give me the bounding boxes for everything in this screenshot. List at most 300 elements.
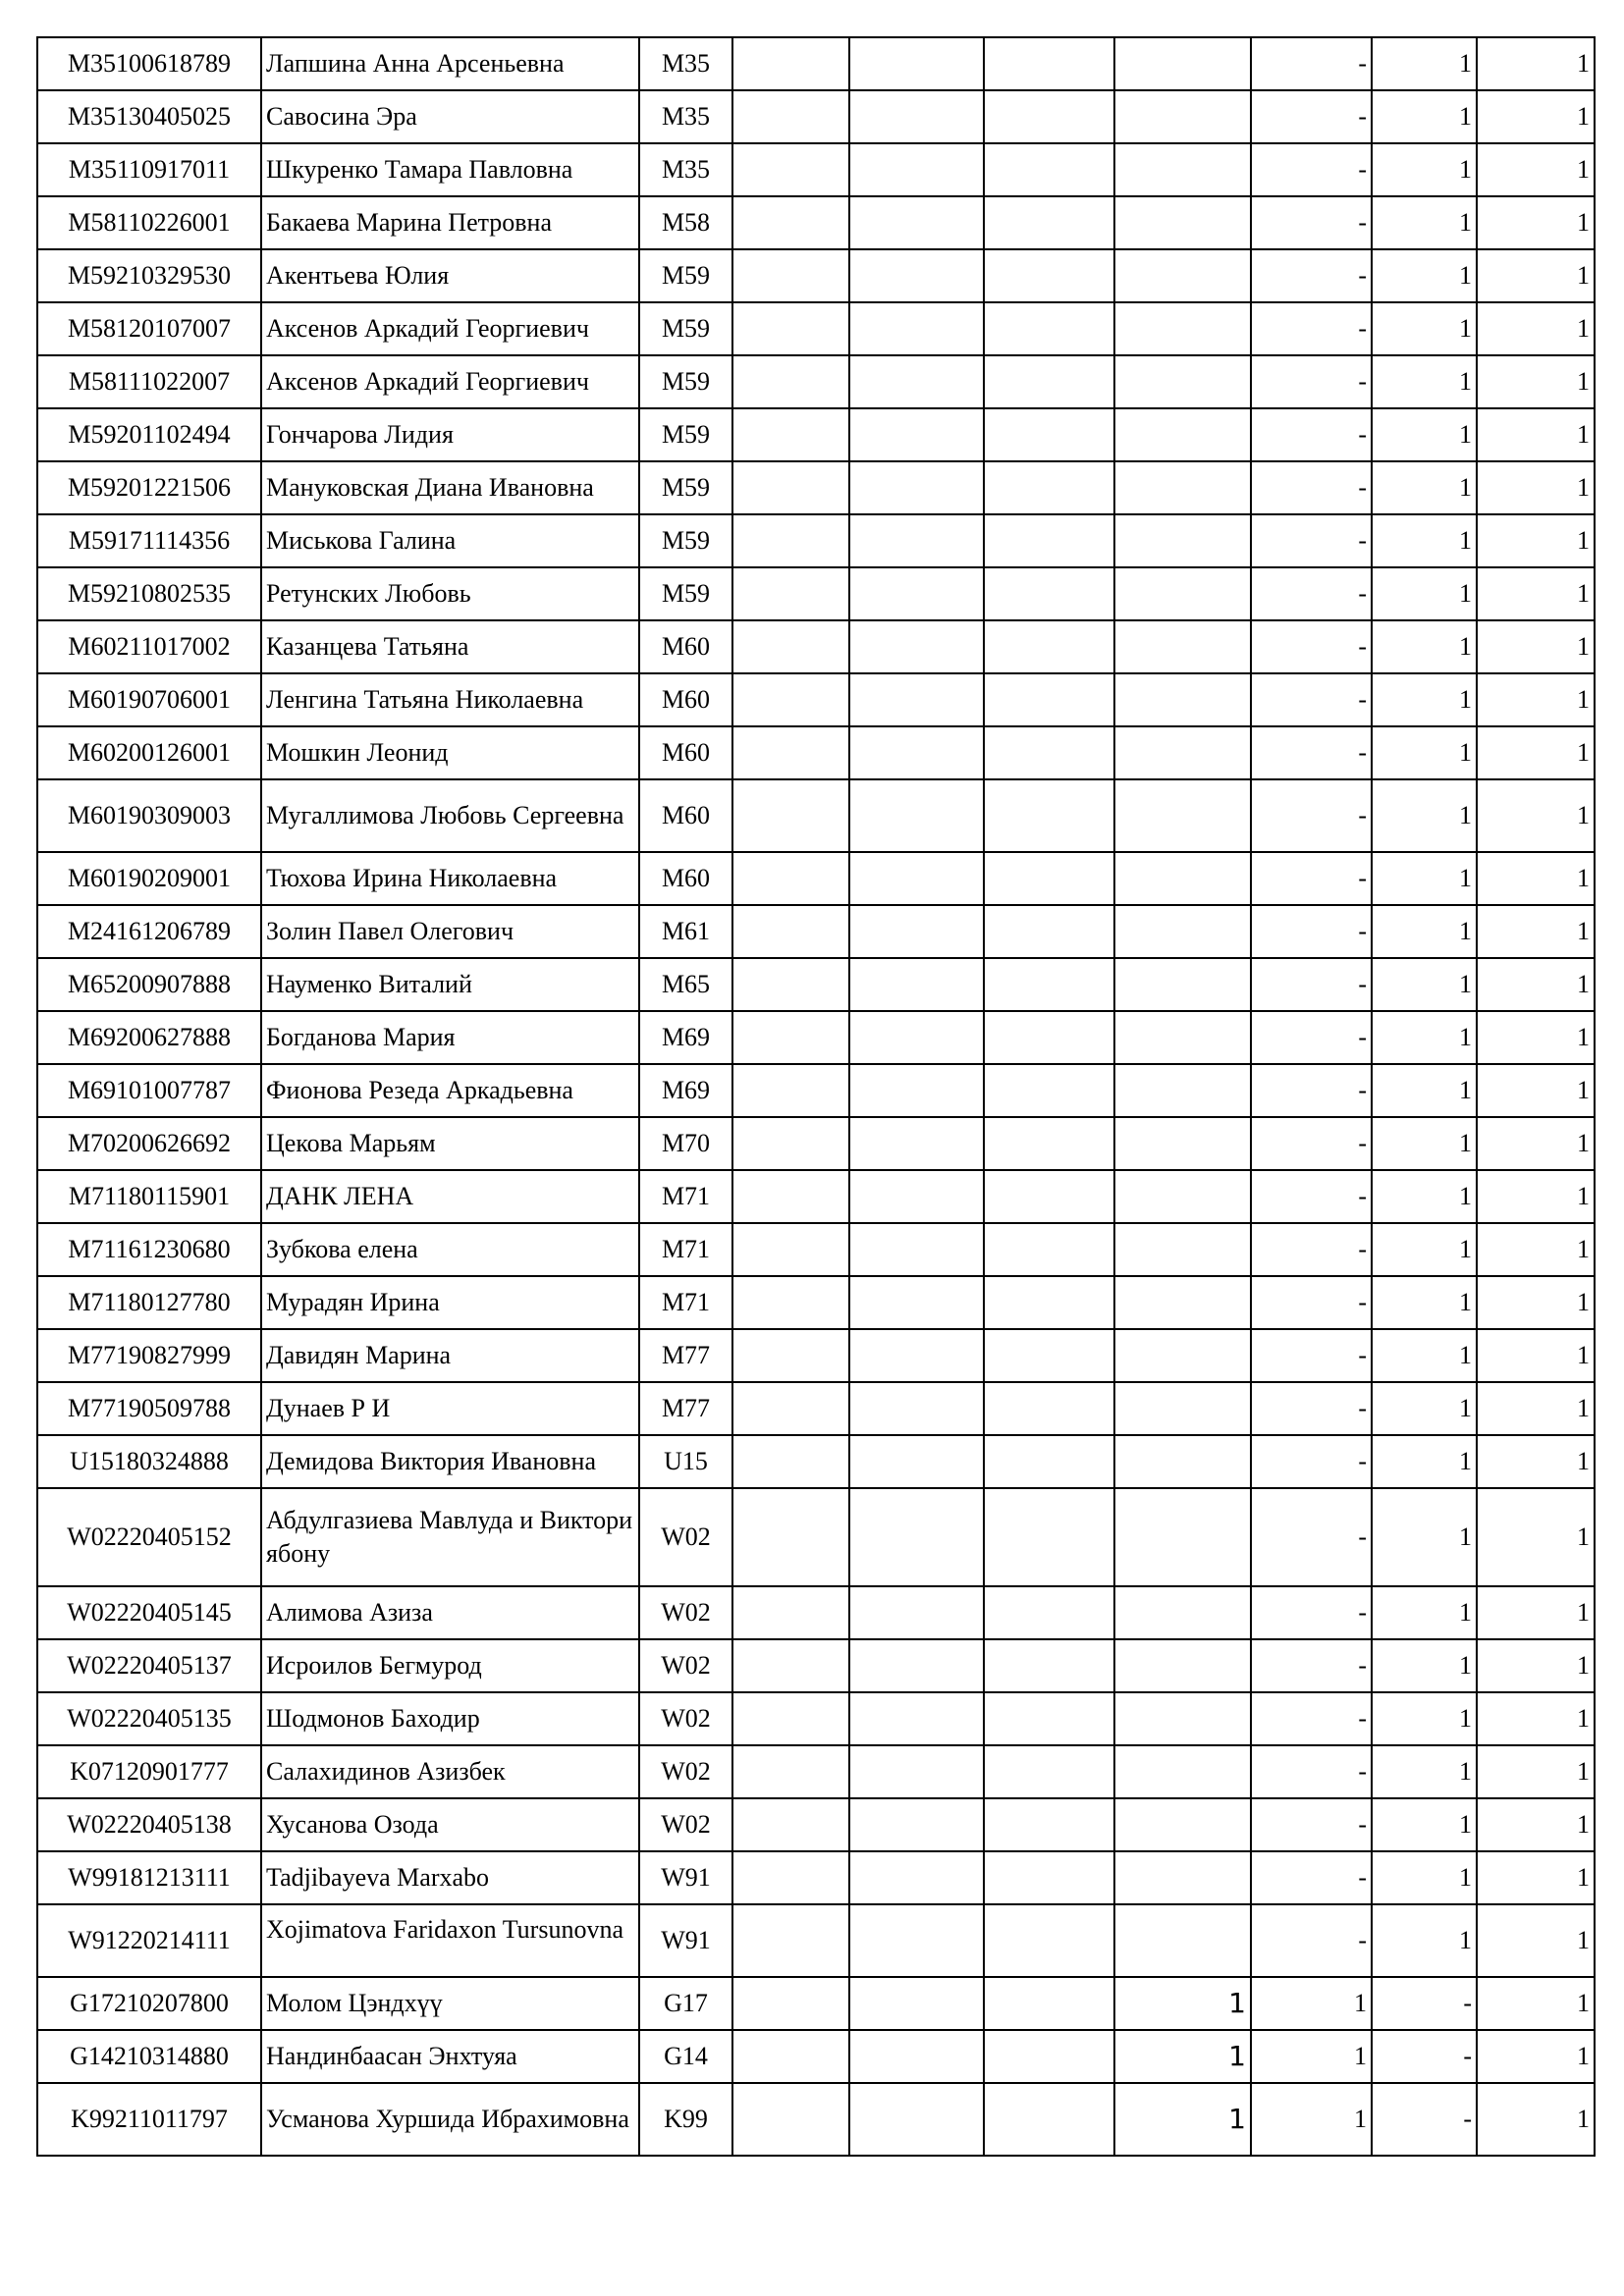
cell-code: W02 (639, 1488, 732, 1586)
cell-c10: 1 (1477, 196, 1595, 249)
cell-id: M59171114356 (37, 514, 261, 567)
table-row (37, 1692, 1595, 1745)
cell-c4 (732, 1435, 849, 1488)
cell-code: W91 (639, 1904, 732, 1977)
cell-name: Исроилов Бегмурод (261, 1639, 639, 1692)
table-row (37, 620, 1595, 673)
cell-c10: 1 (1477, 2030, 1595, 2083)
cell-name: Нандинбаасан Энхтуяа (261, 2030, 639, 2083)
cell-code: M60 (639, 673, 732, 726)
cell-c10: 1 (1477, 461, 1595, 514)
cell-id: W91220214111 (37, 1904, 261, 1977)
cell-c8: - (1251, 1223, 1372, 1276)
cell-c9: 1 (1372, 1276, 1477, 1329)
cell-c9: - (1372, 2083, 1477, 2156)
cell-c8: - (1251, 249, 1372, 302)
cell-c9: 1 (1372, 1798, 1477, 1851)
cell-c8: - (1251, 408, 1372, 461)
cell-c10: 1 (1477, 1977, 1595, 2030)
cell-code: M71 (639, 1223, 732, 1276)
cell-code: M59 (639, 461, 732, 514)
cell-c4 (732, 514, 849, 567)
cell-c8: - (1251, 461, 1372, 514)
table-row (37, 196, 1595, 249)
cell-c10: 1 (1477, 1382, 1595, 1435)
cell-id: W02220405152 (37, 1488, 261, 1586)
cell-c7 (1114, 958, 1251, 1011)
cell-name: Tadjibayeva Marxabo (261, 1851, 639, 1904)
cell-c6 (984, 196, 1114, 249)
cell-c9: 1 (1372, 1692, 1477, 1745)
cell-c6 (984, 1011, 1114, 1064)
cell-name: Шодмонов Баходир (261, 1692, 639, 1745)
cell-c4 (732, 2030, 849, 2083)
table-row (37, 1639, 1595, 1692)
cell-c5 (849, 958, 984, 1011)
cell-c10: 1 (1477, 37, 1595, 90)
cell-c8: 1 (1251, 1977, 1372, 2030)
cell-c9: 1 (1372, 1851, 1477, 1904)
cell-code: M35 (639, 143, 732, 196)
cell-c8: - (1251, 196, 1372, 249)
cell-id: M65200907888 (37, 958, 261, 1011)
cell-name: Бакаева Марина Петровна (261, 196, 639, 249)
cell-c8: - (1251, 302, 1372, 355)
cell-c6 (984, 2030, 1114, 2083)
cell-c7 (1114, 1488, 1251, 1586)
cell-c9: 1 (1372, 302, 1477, 355)
cell-c10: 1 (1477, 90, 1595, 143)
cell-c8: - (1251, 143, 1372, 196)
cell-c9: 1 (1372, 90, 1477, 143)
cell-c4 (732, 1117, 849, 1170)
cell-c10: 1 (1477, 1276, 1595, 1329)
table-row (37, 1435, 1595, 1488)
table-body (37, 37, 1595, 2156)
cell-c9: 1 (1372, 1064, 1477, 1117)
cell-code: W02 (639, 1798, 732, 1851)
cell-c7 (1114, 1639, 1251, 1692)
cell-code: M58 (639, 196, 732, 249)
cell-name: Мурадян Ирина (261, 1276, 639, 1329)
cell-id: M35110917011 (37, 143, 261, 196)
cell-c7 (1114, 620, 1251, 673)
cell-c7 (1114, 514, 1251, 567)
cell-c9: 1 (1372, 852, 1477, 905)
table-row (37, 1586, 1595, 1639)
cell-code: M69 (639, 1064, 732, 1117)
cell-c6 (984, 1488, 1114, 1586)
cell-id: M69101007787 (37, 1064, 261, 1117)
cell-c9: 1 (1372, 1639, 1477, 1692)
cell-c8: 1 (1251, 2030, 1372, 2083)
cell-code: M59 (639, 408, 732, 461)
cell-name: Богданова Мария (261, 1011, 639, 1064)
table-row (37, 958, 1595, 1011)
cell-c6 (984, 514, 1114, 567)
cell-c5 (849, 673, 984, 726)
cell-c7 (1114, 726, 1251, 779)
cell-c4 (732, 1692, 849, 1745)
table-row (37, 1223, 1595, 1276)
cell-c10: 1 (1477, 958, 1595, 1011)
cell-name: Савосина Эра (261, 90, 639, 143)
cell-c5 (849, 1639, 984, 1692)
cell-c9: 1 (1372, 196, 1477, 249)
cell-c6 (984, 1586, 1114, 1639)
cell-c6 (984, 1639, 1114, 1692)
cell-c7 (1114, 461, 1251, 514)
cell-c7 (1114, 567, 1251, 620)
cell-code: M77 (639, 1329, 732, 1382)
cell-c5 (849, 1798, 984, 1851)
cell-c8: - (1251, 1639, 1372, 1692)
cell-c5 (849, 726, 984, 779)
cell-c9: 1 (1372, 958, 1477, 1011)
cell-code: M59 (639, 249, 732, 302)
cell-c7 (1114, 905, 1251, 958)
cell-c5 (849, 90, 984, 143)
cell-name: Мануковская Диана Ивановна (261, 461, 639, 514)
cell-c8: - (1251, 1170, 1372, 1223)
table-row (37, 2083, 1595, 2156)
cell-code: M59 (639, 302, 732, 355)
cell-code: M60 (639, 726, 732, 779)
cell-c6 (984, 726, 1114, 779)
cell-c4 (732, 1223, 849, 1276)
cell-id: G17210207800 (37, 1977, 261, 2030)
cell-id: M71161230680 (37, 1223, 261, 1276)
table-row (37, 1382, 1595, 1435)
cell-c8: - (1251, 726, 1372, 779)
table-row (37, 37, 1595, 90)
cell-name: Лапшина Анна Арсеньевна (261, 37, 639, 90)
cell-code: G14 (639, 2030, 732, 2083)
cell-c5 (849, 1692, 984, 1745)
cell-c7 (1114, 355, 1251, 408)
cell-c7 (1114, 1170, 1251, 1223)
cell-c8: - (1251, 1586, 1372, 1639)
cell-c9: 1 (1372, 249, 1477, 302)
cell-c8: - (1251, 1692, 1372, 1745)
cell-id: M59201102494 (37, 408, 261, 461)
table-row (37, 1851, 1595, 1904)
cell-c9: 1 (1372, 905, 1477, 958)
cell-c9: 1 (1372, 1329, 1477, 1382)
cell-c4 (732, 1639, 849, 1692)
cell-c4 (732, 37, 849, 90)
cell-c10: 1 (1477, 143, 1595, 196)
cell-c9: 1 (1372, 779, 1477, 852)
cell-name: Акентьева Юлия (261, 249, 639, 302)
cell-c10: 1 (1477, 1798, 1595, 1851)
cell-code: M69 (639, 1011, 732, 1064)
cell-c7 (1114, 90, 1251, 143)
cell-c9: 1 (1372, 1586, 1477, 1639)
cell-name: Аксенов Аркадий Георгиевич (261, 302, 639, 355)
cell-c10: 1 (1477, 673, 1595, 726)
cell-c7 (1114, 143, 1251, 196)
table-row (37, 1064, 1595, 1117)
cell-c10: 1 (1477, 2083, 1595, 2156)
cell-id: M35100618789 (37, 37, 261, 90)
cell-c7 (1114, 249, 1251, 302)
cell-c7 (1114, 1586, 1251, 1639)
cell-c10: 1 (1477, 1586, 1595, 1639)
cell-code: W02 (639, 1639, 732, 1692)
cell-c5 (849, 779, 984, 852)
cell-c5 (849, 196, 984, 249)
cell-c8: - (1251, 1276, 1372, 1329)
cell-c10: 1 (1477, 1692, 1595, 1745)
cell-code: M60 (639, 779, 732, 852)
cell-c10: 1 (1477, 726, 1595, 779)
cell-c6 (984, 1329, 1114, 1382)
cell-c5 (849, 408, 984, 461)
cell-c4 (732, 249, 849, 302)
cell-c4 (732, 1064, 849, 1117)
cell-c10: 1 (1477, 514, 1595, 567)
cell-id: M77190509788 (37, 1382, 261, 1435)
cell-name: Абдулгазиева Мавлуда и Викториябону (261, 1488, 639, 1586)
cell-name: Мугаллимова Любовь Сергеевна (261, 779, 639, 852)
cell-c9: 1 (1372, 1223, 1477, 1276)
cell-code: M59 (639, 514, 732, 567)
cell-c10: 1 (1477, 1064, 1595, 1117)
cell-c5 (849, 1223, 984, 1276)
cell-c4 (732, 408, 849, 461)
cell-c7 (1114, 1435, 1251, 1488)
cell-c8: - (1251, 1745, 1372, 1798)
cell-id: M70200626692 (37, 1117, 261, 1170)
cell-c9: 1 (1372, 1382, 1477, 1435)
cell-c10: 1 (1477, 408, 1595, 461)
cell-code: M35 (639, 37, 732, 90)
cell-name: ДАНК ЛЕНА (261, 1170, 639, 1223)
table-row (37, 249, 1595, 302)
cell-c7: 1 (1114, 1977, 1251, 2030)
table-row (37, 1170, 1595, 1223)
table-row (37, 2030, 1595, 2083)
cell-c5 (849, 1745, 984, 1798)
table-row (37, 461, 1595, 514)
cell-c8: - (1251, 1435, 1372, 1488)
cell-c4 (732, 673, 849, 726)
cell-c8: - (1251, 905, 1372, 958)
cell-c5 (849, 1329, 984, 1382)
cell-c6 (984, 1798, 1114, 1851)
cell-name: Науменко Виталий (261, 958, 639, 1011)
cell-c4 (732, 355, 849, 408)
cell-c6 (984, 1904, 1114, 1977)
cell-code: M77 (639, 1382, 732, 1435)
table-row (37, 302, 1595, 355)
cell-c9: - (1372, 2030, 1477, 2083)
cell-c8: - (1251, 1329, 1372, 1382)
cell-c9: 1 (1372, 726, 1477, 779)
cell-c5 (849, 1117, 984, 1170)
cell-id: U15180324888 (37, 1435, 261, 1488)
cell-code: M65 (639, 958, 732, 1011)
cell-id: M59210329530 (37, 249, 261, 302)
cell-c7 (1114, 1276, 1251, 1329)
cell-c9: 1 (1372, 1117, 1477, 1170)
cell-id: M69200627888 (37, 1011, 261, 1064)
cell-code: W02 (639, 1692, 732, 1745)
cell-c6 (984, 673, 1114, 726)
table-row (37, 1904, 1595, 1977)
cell-c10: 1 (1477, 1639, 1595, 1692)
table-row (37, 1117, 1595, 1170)
cell-id: W02220405135 (37, 1692, 261, 1745)
cell-name: Цекова Марьям (261, 1117, 639, 1170)
cell-id: M71180115901 (37, 1170, 261, 1223)
cell-c6 (984, 249, 1114, 302)
cell-c9: - (1372, 1977, 1477, 2030)
cell-c9: 1 (1372, 1904, 1477, 1977)
cell-name: Ретунских Любовь (261, 567, 639, 620)
cell-c4 (732, 461, 849, 514)
cell-c5 (849, 852, 984, 905)
cell-name: Салахидинов Азизбек (261, 1745, 639, 1798)
cell-c10: 1 (1477, 1488, 1595, 1586)
cell-name: Ленгина Татьяна Николаевна (261, 673, 639, 726)
cell-c4 (732, 1382, 849, 1435)
cell-code: W91 (639, 1851, 732, 1904)
cell-code: U15 (639, 1435, 732, 1488)
cell-name: Алимова Азиза (261, 1586, 639, 1639)
cell-c6 (984, 1977, 1114, 2030)
cell-c6 (984, 1276, 1114, 1329)
cell-code: G17 (639, 1977, 732, 2030)
cell-c9: 1 (1372, 408, 1477, 461)
cell-c8: - (1251, 673, 1372, 726)
cell-c10: 1 (1477, 1904, 1595, 1977)
cell-code: W02 (639, 1745, 732, 1798)
cell-id: W02220405137 (37, 1639, 261, 1692)
cell-code: M60 (639, 620, 732, 673)
cell-c4 (732, 302, 849, 355)
cell-c4 (732, 1488, 849, 1586)
cell-c4 (732, 567, 849, 620)
cell-c6 (984, 90, 1114, 143)
cell-c6 (984, 905, 1114, 958)
cell-c6 (984, 1223, 1114, 1276)
cell-c8: - (1251, 852, 1372, 905)
cell-name: Давидян Марина (261, 1329, 639, 1382)
cell-c4 (732, 1011, 849, 1064)
cell-c8: - (1251, 620, 1372, 673)
cell-id: G14210314880 (37, 2030, 261, 2083)
cell-name: Молом Цэндхүү (261, 1977, 639, 2030)
cell-c5 (849, 1435, 984, 1488)
cell-c7 (1114, 1904, 1251, 1977)
cell-c5 (849, 1904, 984, 1977)
cell-id: W02220405145 (37, 1586, 261, 1639)
cell-c8: - (1251, 37, 1372, 90)
cell-name: Аксенов Аркадий Георгиевич (261, 355, 639, 408)
cell-c9: 1 (1372, 1435, 1477, 1488)
cell-c6 (984, 1170, 1114, 1223)
cell-c10: 1 (1477, 1170, 1595, 1223)
cell-id: M60190209001 (37, 852, 261, 905)
cell-c6 (984, 355, 1114, 408)
cell-c7 (1114, 1745, 1251, 1798)
cell-c6 (984, 620, 1114, 673)
table-row (37, 514, 1595, 567)
cell-c7: 1 (1114, 2030, 1251, 2083)
cell-c5 (849, 1276, 984, 1329)
cell-c5 (849, 567, 984, 620)
cell-code: M71 (639, 1276, 732, 1329)
table-row (37, 567, 1595, 620)
cell-c7 (1114, 1851, 1251, 1904)
cell-c10: 1 (1477, 302, 1595, 355)
cell-name: Фионова Резеда Аркадьевна (261, 1064, 639, 1117)
cell-c4 (732, 620, 849, 673)
cell-c4 (732, 1586, 849, 1639)
cell-name: Гончарова Лидия (261, 408, 639, 461)
cell-c4 (732, 90, 849, 143)
cell-id: M77190827999 (37, 1329, 261, 1382)
cell-code: M59 (639, 355, 732, 408)
cell-id: K07120901777 (37, 1745, 261, 1798)
cell-c6 (984, 1064, 1114, 1117)
cell-name: Мошкин Леонид (261, 726, 639, 779)
table-row (37, 1745, 1595, 1798)
cell-code: M71 (639, 1170, 732, 1223)
cell-id: M24161206789 (37, 905, 261, 958)
cell-code: M60 (639, 852, 732, 905)
cell-c9: 1 (1372, 620, 1477, 673)
cell-c6 (984, 1851, 1114, 1904)
cell-c6 (984, 302, 1114, 355)
cell-c4 (732, 1851, 849, 1904)
cell-c6 (984, 958, 1114, 1011)
table-row (37, 143, 1595, 196)
table-row (37, 1488, 1595, 1586)
cell-c10: 1 (1477, 1117, 1595, 1170)
cell-c5 (849, 249, 984, 302)
cell-c4 (732, 1977, 849, 2030)
cell-c8: - (1251, 1904, 1372, 1977)
cell-c10: 1 (1477, 1435, 1595, 1488)
cell-c8: 1 (1251, 2083, 1372, 2156)
cell-c8: - (1251, 1488, 1372, 1586)
cell-c9: 1 (1372, 673, 1477, 726)
cell-id: M59201221506 (37, 461, 261, 514)
cell-c9: 1 (1372, 355, 1477, 408)
cell-c7 (1114, 1064, 1251, 1117)
cell-c9: 1 (1372, 1170, 1477, 1223)
cell-c5 (849, 1170, 984, 1223)
cell-c4 (732, 1904, 849, 1977)
cell-c8: - (1251, 567, 1372, 620)
cell-c5 (849, 2083, 984, 2156)
cell-c6 (984, 2083, 1114, 2156)
cell-c9: 1 (1372, 514, 1477, 567)
cell-c5 (849, 37, 984, 90)
cell-c5 (849, 1064, 984, 1117)
cell-c8: - (1251, 1851, 1372, 1904)
cell-c4 (732, 143, 849, 196)
cell-id: W99181213111 (37, 1851, 261, 1904)
cell-c5 (849, 355, 984, 408)
cell-c9: 1 (1372, 143, 1477, 196)
cell-c4 (732, 2083, 849, 2156)
table-row (37, 90, 1595, 143)
cell-c4 (732, 905, 849, 958)
